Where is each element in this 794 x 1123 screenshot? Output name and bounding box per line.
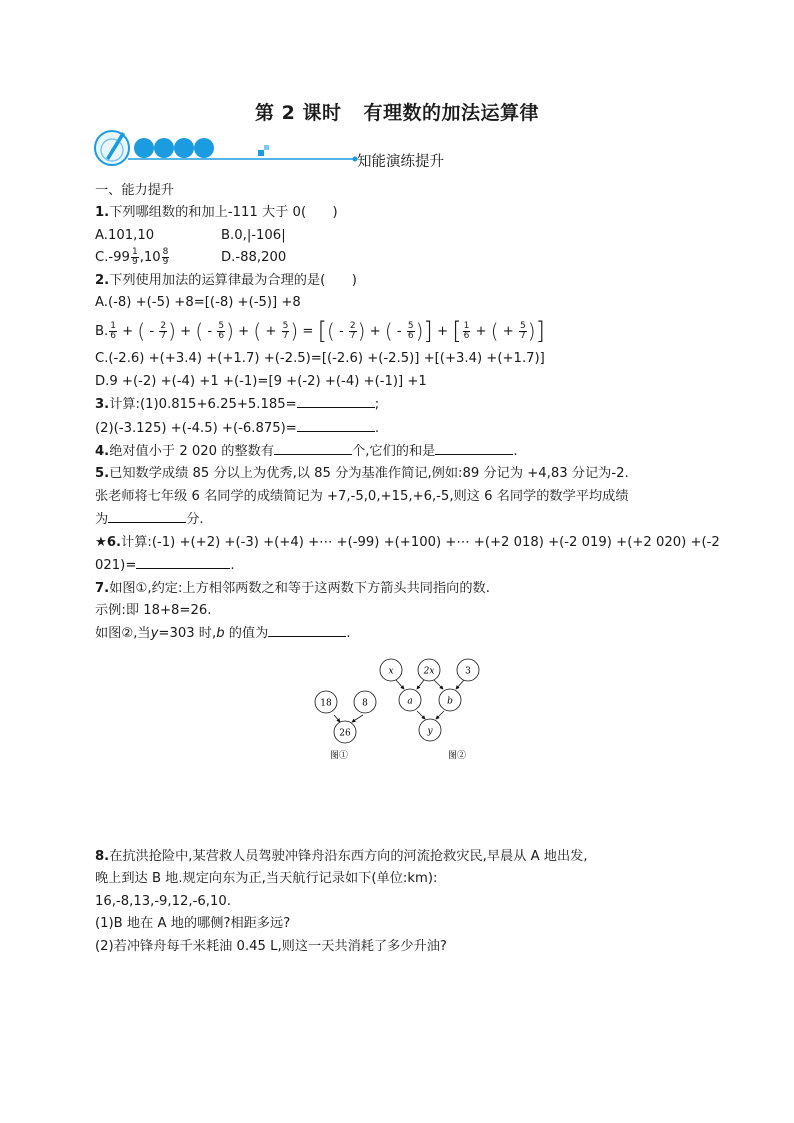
- figure-caption: 图②: [447, 751, 467, 761]
- answer-blank[interactable]: [435, 440, 513, 455]
- option-c: C.-99 $\frac{1}{9}$ ,10 $\frac{8}{9}$: [95, 246, 169, 267]
- question-number: 7.: [95, 580, 110, 596]
- answer-blank[interactable]: [136, 554, 230, 569]
- question-1: [95, 202, 705, 224]
- node-label: b: [447, 696, 453, 707]
- question-number: 1.: [95, 205, 110, 221]
- option-a: A.101,10: [95, 227, 155, 243]
- question-2: [95, 270, 705, 292]
- banner-square-1: [258, 150, 264, 156]
- figure-1: [315, 691, 376, 761]
- question-1-options-ab: [95, 225, 705, 247]
- question-3: 3.计算:(1)0.815+6.25+5.185= ;: [95, 393, 705, 416]
- question-number: 3.: [95, 397, 110, 413]
- question-number: 4.: [95, 444, 110, 460]
- option-b: B. $\frac{1}{6}$ + ( - $\frac{2}{7}$ ) + ( - $\frac{5}{6}$ ) + ( + $\frac{5}{7}$ ) = [( - $\frac{2}{7}$ ) + ( - $\frac{5}{6}$ )] + [ $\frac{1}{6}$ + ( + $\frac{5}{7}$ )]: [95, 317, 545, 346]
- answer-blank[interactable]: [268, 622, 346, 637]
- answer-blank[interactable]: [274, 440, 352, 455]
- question-number: ★6.: [95, 534, 122, 550]
- questions: [95, 180, 720, 646]
- question-4: 4.绝对值小于 2 020 的整数有 个,它们的和是 .: [95, 440, 705, 463]
- question-6-line-2: 021)= .: [95, 554, 705, 577]
- section-heading: 一、能力提升: [95, 183, 175, 198]
- answer-blank[interactable]: [108, 508, 186, 523]
- question-text: 下列哪组数的和加上-111 大于 0( ): [109, 205, 338, 221]
- question-3-part-2: (2)(-3.125) +(-4.5) +(-6.875)= .: [95, 417, 705, 440]
- figure-caption: 图①: [329, 751, 349, 761]
- node-label: 26: [339, 728, 351, 739]
- question-8: 8.在抗洪抢险中,某营救人员驾驶冲锋舟沿东西方向的河流抢救灾民,早晨从 A 地出发, 晚上到达 B 地.规定向东为正,当天航行记录如下(单位:km): 16,-8,13,-9,12,-6,10. (1)B 地在 A 地的哪侧?相距多远? (2)若冲锋舟每千米耗油 0.45 L,则这一天共消耗了多少升油?: [95, 849, 588, 954]
- node-label: 8: [362, 698, 368, 709]
- fraction: $\frac{1}{9}$: [131, 246, 138, 267]
- option-d: D.9 +(-2) +(-4) +1 +(-1)=[9 +(-2) +(-4) +(-1)] +1: [95, 373, 427, 389]
- answer-blank[interactable]: [297, 417, 375, 432]
- question-5-line-2: 张老师将七年级 6 名同学的成绩简记为 +7,-5,0,+15,+6,-5,则这 6 名同学的数学平均成绩: [95, 488, 629, 504]
- question-7-ask: 如图②,当y=303 时,b 的值为 .: [95, 622, 705, 645]
- question-text: 下列使用加法的运算律最为合理的是( ): [109, 272, 357, 288]
- option-a: A.(-8) +(-5) +8=[(-8) +(-5)] +8: [95, 295, 301, 311]
- question-6: ★6.计算:(-1) +(+2) +(-3) +(+4) +⋯ +(-99) +(+100) +⋯ +(+2 018) +(-2 019) +(+2 020) +(-2: [95, 534, 720, 550]
- question-5-line-3: 为 分.: [95, 508, 705, 531]
- option-b: B.0,|-106|: [221, 227, 286, 243]
- banner-dot-4: [194, 138, 214, 158]
- figure-2: [380, 659, 479, 761]
- banner-dot-1: [134, 138, 154, 158]
- question-number: 5.: [95, 466, 110, 482]
- node-label: x: [388, 666, 394, 677]
- banner-dot-2: [154, 138, 174, 158]
- banner-square-2: [264, 145, 269, 150]
- banner-label: 知能演练提升: [357, 154, 444, 170]
- node-label: 3: [465, 666, 471, 677]
- question-7: 7.如图①,约定:上方相邻两数之和等于这两数下方箭头共同指向的数.: [95, 580, 490, 596]
- figure-diagrams: [300, 652, 500, 767]
- answer-blank[interactable]: [297, 393, 375, 408]
- node-label: 2x: [423, 666, 435, 677]
- question-1-options-cd: [95, 247, 705, 269]
- node-label: a: [407, 696, 413, 707]
- option-d: D.-88,200: [221, 250, 287, 266]
- question-number: 2.: [95, 272, 110, 288]
- page-title: 第 2 课时 有理数的加法运算律: [255, 102, 539, 124]
- question-number: 8.: [95, 849, 110, 864]
- option-c: C.(-2.6) +(+3.4) +(+1.7) +(-2.5)=[(-2.6) +(-2.5)] +[(+3.4) +(+1.7)]: [95, 351, 545, 367]
- logo-ring: [95, 131, 129, 165]
- node-label: 18: [320, 698, 332, 709]
- node-label: y: [427, 726, 433, 737]
- fraction: $\frac{8}{9}$: [162, 246, 169, 267]
- banner-dot-3: [174, 138, 194, 158]
- question-5: 5.已知数学成绩 85 分以上为优秀,以 85 分为基准作简记,例如:89 分记为 +4,83 分记为-2.: [95, 466, 629, 482]
- question-7-example: 示例:即 18+8=26.: [95, 602, 212, 618]
